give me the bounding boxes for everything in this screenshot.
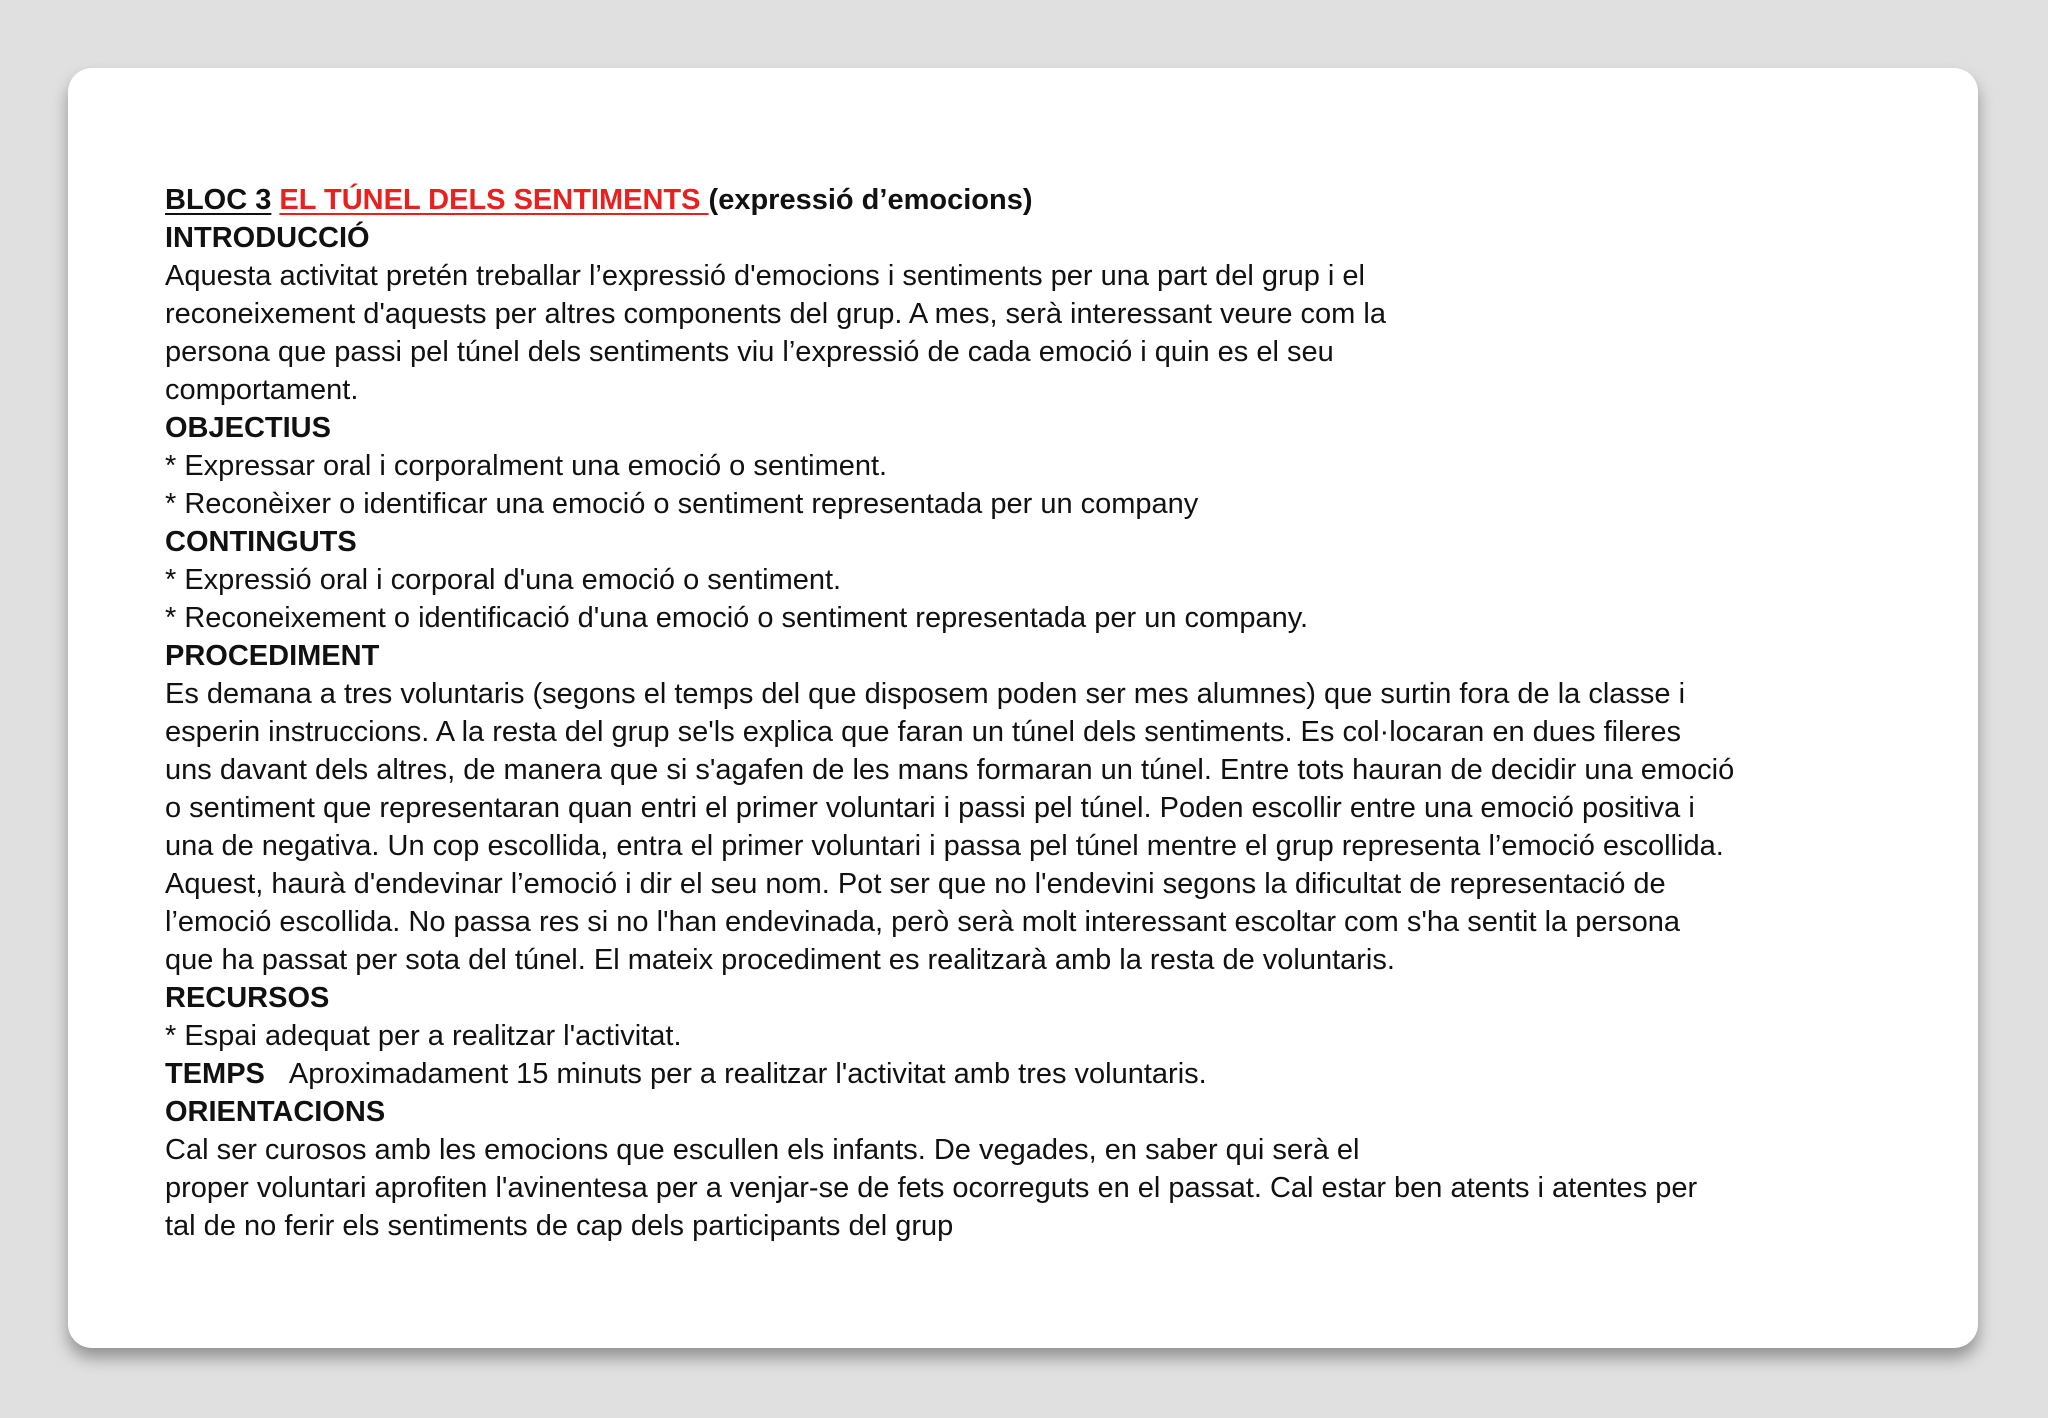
bloc-label: BLOC 3 [165,184,272,216]
orientacions-line: proper voluntari aprofiten l'avinentesa per a venjar-se de fets ocorreguts en el passat. Cal estar ben atents i atentes per [165,1172,1698,1204]
recurs-item: * Espai adequat per a realitzar l'activitat. [165,1020,682,1052]
document-content [165,181,1945,1245]
procediment-line: una de negativa. Un cop escollida, entra el primer voluntari i passa pel túnel mentre el grup representa l’emoció escollida. [165,830,1724,862]
intro-line: persona que passi pel túnel dels sentiments viu l’expressió de cada emoció i quin es el seu [165,336,1334,368]
contingut-item: * Expressió oral i corporal d'una emoció o sentiment. [165,564,842,596]
heading-temps: TEMPS [165,1058,265,1090]
document-page [68,68,1978,1348]
orientacions-line: Cal ser curosos amb les emocions que escullen els infants. De vegades, en saber qui serà el [165,1134,1360,1166]
procediment-line: Aquest, haurà d'endevinar l’emoció i dir el seu nom. Pot ser que no l'endevini segons la dificultat de representació de [165,868,1666,900]
heading-procediment: PROCEDIMENT [165,640,380,672]
procediment-line: Es demana a tres voluntaris (segons el temps del que disposem poden ser mes alumnes) que surtin fora de la classe i [165,678,1686,710]
procediment-line: l’emoció escollida. No passa res si no l'han endevinada, però serà molt interessant escoltar com s'ha sentit la persona [165,906,1681,938]
activity-subtitle: (expressió d’emocions) [708,184,1033,216]
procediment-line: uns davant dels altres, de manera que si s'agafen de les mans formaran un túnel. Entre tots hauran de decidir una emoció [165,754,1735,786]
procediment-line: que ha passat per sota del túnel. El mateix procediment es realitzarà amb la resta de voluntaris. [165,944,1395,976]
objectiu-item: * Reconèixer o identificar una emoció o sentiment representada per un company [165,488,1199,520]
intro-line: comportament. [165,374,359,406]
orientacions-line: tal de no ferir els sentiments de cap dels participants del grup [165,1210,954,1242]
temps-text: Aproximadament 15 minuts per a realitzar l'activitat amb tres voluntaris. [288,1058,1207,1090]
heading-continguts: CONTINGUTS [165,526,357,558]
temps-row [165,1055,1945,1093]
procediment-line: o sentiment que representaran quan entri el primer voluntari i passi pel túnel. Poden escollir entre una emoció positiva i [165,792,1695,824]
document-title [165,181,1945,219]
intro-line: Aquesta activitat pretén treballar l’expressió d'emocions i sentiments per una part del grup i el [165,260,1366,292]
objectiu-item: * Expressar oral i corporalment una emoció o sentiment. [165,450,888,482]
heading-introduccio: INTRODUCCIÓ [165,222,370,254]
activity-name: EL TÚNEL DELS SENTIMENTS [279,184,709,216]
contingut-item: * Reconeixement o identificació d'una emoció o sentiment representada per un company. [165,602,1309,634]
heading-objectius: OBJECTIUS [165,412,331,444]
intro-line: reconeixement d'aquests per altres components del grup. A mes, serà interessant veure com la [165,298,1386,330]
heading-orientacions: ORIENTACIONS [165,1096,386,1128]
heading-recursos: RECURSOS [165,982,330,1014]
procediment-line: esperin instruccions. A la resta del grup se'ls explica que faran un túnel dels sentiments. Es col·locaran en dues fileres [165,716,1681,748]
